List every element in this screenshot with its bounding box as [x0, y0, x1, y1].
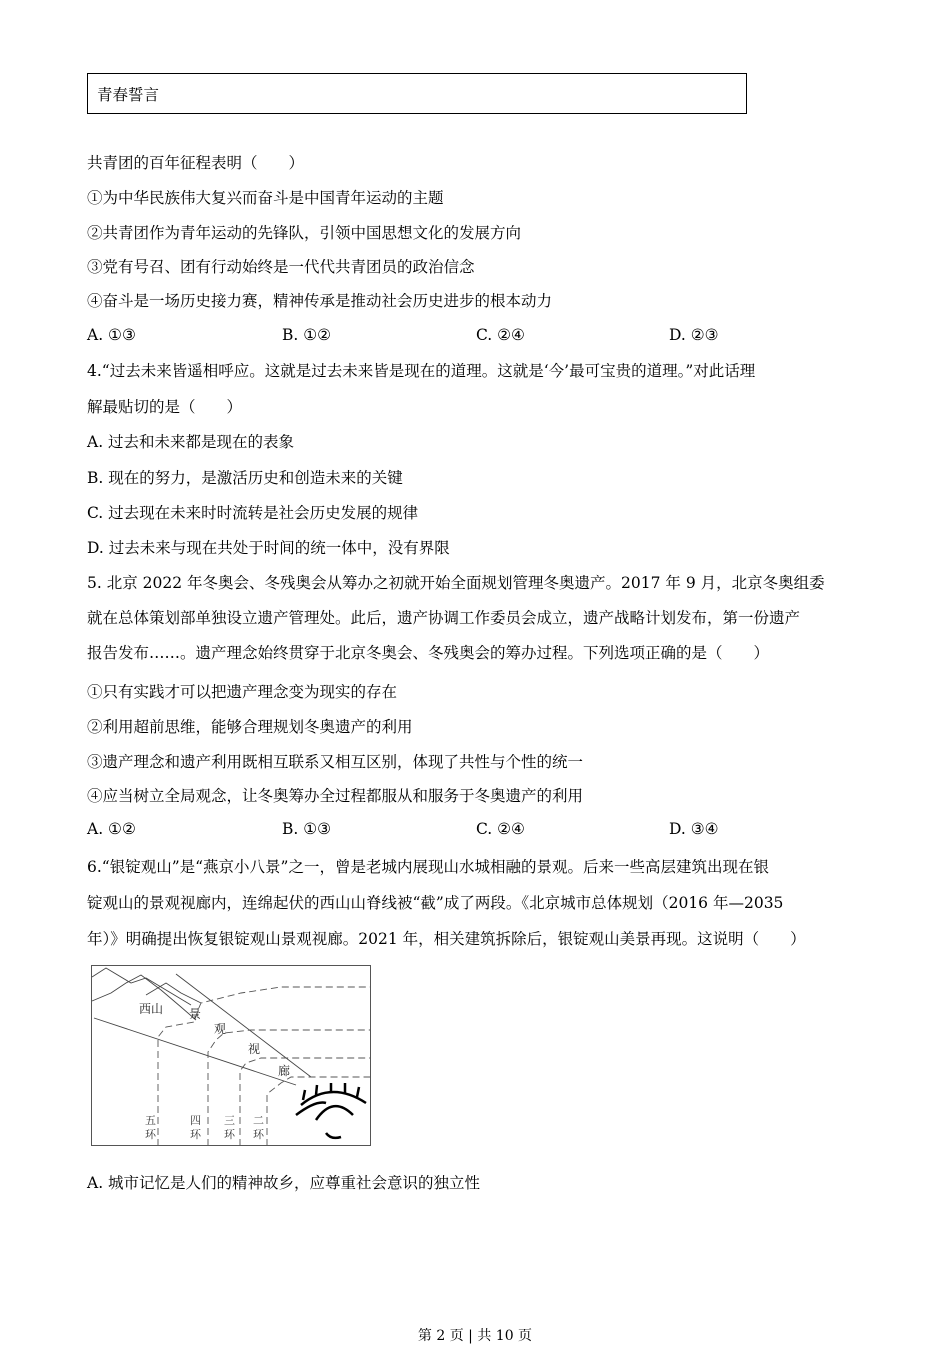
q5-item: ①只有实践才可以把遗产理念变为现实的存在: [87, 683, 398, 701]
ring-label: 环: [253, 1128, 264, 1141]
q3-option-a[interactable]: A. ①③: [87, 326, 136, 344]
q3-option-d[interactable]: D. ②③: [669, 326, 719, 344]
q6-stem: 年）》明确提出恢复银锭观山景观视廊。2021 年，相关建筑拆除后，银锭观山美景再现。这说明（ ）: [87, 930, 806, 948]
ring-label: 三: [224, 1114, 235, 1127]
q4-stem: 4.“过去未来皆遥相呼应。这就是过去未来皆是现在的道理。这就是‘今’最可宝贵的道理。”对此话理: [87, 362, 756, 380]
q3-item: ①为中华民族伟大复兴而奋斗是中国青年运动的主题: [87, 189, 444, 207]
ring-label: 四: [190, 1114, 201, 1127]
ring-label: 环: [145, 1128, 156, 1141]
title-box: [87, 73, 747, 114]
box-title: 青春誓言: [97, 86, 160, 104]
q4-option-c[interactable]: C. 过去现在未来时时流转是社会历史发展的规律: [87, 504, 419, 522]
ring-label: 环: [190, 1128, 201, 1141]
q3-item: ④奋斗是一场历史接力赛，精神传承是推动社会历史进步的根本动力: [87, 292, 553, 310]
q3-option-c[interactable]: C. ②④: [476, 326, 525, 344]
ring-label: 五: [145, 1114, 156, 1127]
q4-option-d[interactable]: D. 过去未来与现在共处于时间的统一体中，没有界限: [87, 539, 450, 557]
q5-option-b[interactable]: B. ①③: [282, 820, 332, 838]
q6-stem: 锭观山的景观视廊内，连绵起伏的西山山脊线被“截”成了两段。《北京城市总体规划（2016 年—2035: [87, 894, 784, 912]
q6-stem: 6.“银锭观山”是“燕京小八景”之一，曾是老城内展现山水城相融的景观。后来一些高层建筑出现在银: [87, 858, 769, 876]
q4-stem: 解最贴切的是（ ）: [87, 398, 243, 416]
q5-stem: 5. 北京 2022 年冬奥会、冬残奥会从筹办之初就开始全面规划管理冬奥遗产。2017 年 9 月，北京冬奥组委: [87, 574, 825, 592]
label-xishan: 西山: [139, 1002, 164, 1016]
q3-option-b[interactable]: B. ①②: [282, 326, 332, 344]
q5-option-c[interactable]: C. ②④: [476, 820, 525, 838]
ring-label: 环: [224, 1128, 235, 1141]
q5-option-a[interactable]: A. ①②: [87, 820, 136, 838]
q5-stem: 就在总体策划部单独设立遗产管理处。此后，遗产协调工作委员会成立，遗产战略计划发布，第一份遗产: [87, 609, 801, 627]
q5-item: ③遗产理念和遗产利用既相互联系又相互区别，体现了共性与个性的统一: [87, 753, 584, 771]
label-corridor: 景: [189, 1007, 202, 1021]
q3-item: ③党有号召、团有行动始终是一代代共青团员的政治信念: [87, 258, 475, 276]
label-corridor: 视: [248, 1042, 261, 1056]
label-corridor: 廊: [278, 1064, 291, 1078]
q5-option-d[interactable]: D. ③④: [669, 820, 719, 838]
q5-item: ④应当树立全局观念，让冬奥筹办全过程都服从和服务于冬奥遗产的利用: [87, 787, 584, 805]
label-corridor: 观: [214, 1022, 227, 1036]
view-corridor-diagram: [91, 965, 371, 1146]
page-footer: 第 2 页 | 共 10 页: [417, 1328, 533, 1344]
q5-stem: 报告发布……。遗产理念始终贯穿于北京冬奥会、冬残奥会的筹办过程。下列选项正确的是（ ）: [87, 644, 770, 662]
q3-stem: 共青团的百年征程表明（ ）: [87, 154, 305, 172]
q5-item: ②利用超前思维，能够合理规划冬奥遗产的利用: [87, 718, 413, 736]
ring-label: 二: [253, 1114, 264, 1127]
q4-option-b[interactable]: B. 现在的努力，是激活历史和创造未来的关键: [87, 469, 403, 487]
q4-option-a[interactable]: A. 过去和未来都是现在的表象: [87, 433, 295, 451]
q3-item: ②共青团作为青年运动的先锋队，引领中国思想文化的发展方向: [87, 224, 522, 242]
q6-option-a[interactable]: A. 城市记忆是人们的精神故乡，应尊重社会意识的独立性: [87, 1174, 481, 1192]
